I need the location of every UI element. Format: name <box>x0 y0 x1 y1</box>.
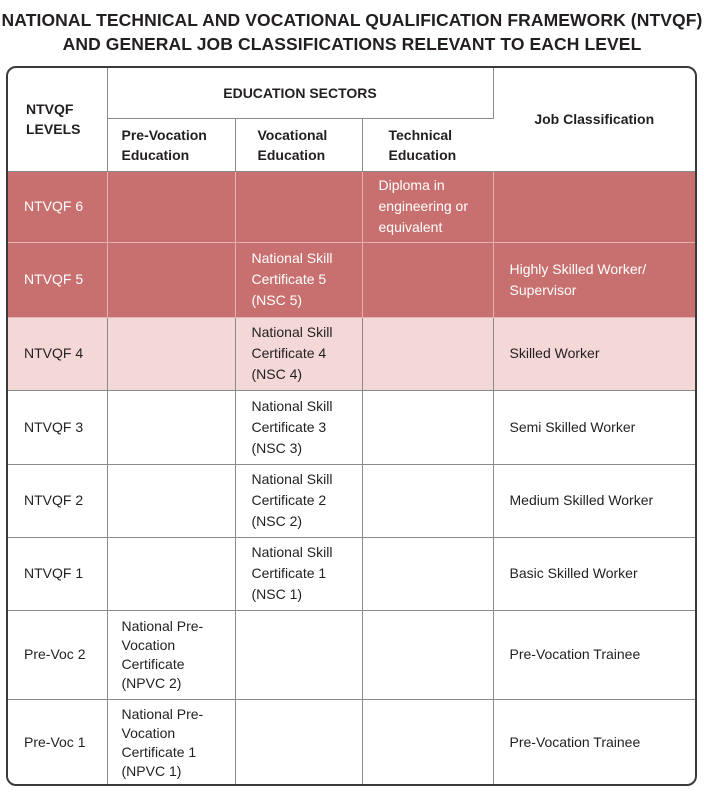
cell-level: NTVQF 3 <box>8 390 107 464</box>
cell-job: Pre-Vocation Trainee <box>493 610 695 699</box>
cell-vocational: National Skill Certificate 2 (NSC 2) <box>235 464 362 537</box>
cell-level: Pre-Voc 1 <box>8 699 107 786</box>
cell-vocational <box>235 699 362 786</box>
cell-prevoc <box>107 317 235 390</box>
title-line-1: NATIONAL TECHNICAL AND VOCATIONAL QUALIFICATION FRAMEWORK (NTVQF) <box>1 10 703 30</box>
cell-technical: Diploma in engineering or equivalent <box>362 171 493 242</box>
cell-technical <box>362 537 493 610</box>
cell-job <box>493 171 695 242</box>
cell-vocational: National Skill Certificate 1 (NSC 1) <box>235 537 362 610</box>
cell-technical <box>362 464 493 537</box>
cell-technical <box>362 317 493 390</box>
cell-prevoc <box>107 537 235 610</box>
header-pre-vocation-education: Pre-Vocation Education <box>107 118 235 171</box>
cell-vocational: National Skill Certificate 5 (NSC 5) <box>235 242 362 317</box>
table-row <box>8 390 695 464</box>
cell-level: Pre-Voc 2 <box>8 610 107 699</box>
cell-job: Semi Skilled Worker <box>493 390 695 464</box>
cell-technical <box>362 699 493 786</box>
cell-technical <box>362 610 493 699</box>
table-row <box>8 171 695 242</box>
cell-job: Skilled Worker <box>493 317 695 390</box>
cell-technical <box>362 242 493 317</box>
cell-level: NTVQF 4 <box>8 317 107 390</box>
table-row <box>8 242 695 317</box>
cell-level: NTVQF 2 <box>8 464 107 537</box>
cell-level: NTVQF 5 <box>8 242 107 317</box>
cell-vocational <box>235 171 362 242</box>
cell-technical <box>362 390 493 464</box>
cell-prevoc: National Pre-Vocation Certificate 1 (NPVC 1) <box>107 699 235 786</box>
cell-prevoc <box>107 171 235 242</box>
cell-prevoc <box>107 390 235 464</box>
cell-vocational <box>235 610 362 699</box>
table-row <box>8 317 695 390</box>
document-title <box>0 8 704 56</box>
table-row <box>8 610 695 699</box>
cell-vocational: National Skill Certificate 4 (NSC 4) <box>235 317 362 390</box>
header-education-sectors: EDUCATION SECTORS <box>107 68 493 118</box>
cell-job: Highly Skilled Worker/ Supervisor <box>493 242 695 317</box>
cell-vocational: National Skill Certificate 3 (NSC 3) <box>235 390 362 464</box>
cell-job: Pre-Vocation Trainee <box>509 734 641 751</box>
qualification-table-frame <box>6 66 697 786</box>
title-line-2: AND GENERAL JOB CLASSIFICATIONS RELEVANT TO EACH LEVEL <box>62 34 642 54</box>
cell-prevoc <box>107 464 235 537</box>
cell-job: Basic Skilled Worker <box>493 537 695 610</box>
header-technical-education: Technical Education <box>362 118 493 171</box>
cell-job: Medium Skilled Worker <box>493 464 695 537</box>
table-row <box>8 537 695 610</box>
header-job-classification: Job Classification <box>493 68 695 171</box>
table-row <box>8 699 695 786</box>
cell-level: NTVQF 1 <box>8 537 107 610</box>
cell-prevoc <box>107 242 235 317</box>
header-vocational-education: Vocational Education <box>235 118 362 171</box>
table-row <box>8 464 695 537</box>
qualification-table <box>8 68 695 786</box>
header-ntvqf-levels: NTVQF LEVELS <box>8 68 107 171</box>
cell-prevoc: National Pre-Vocation Certificate (NPVC 2) <box>107 610 235 699</box>
cell-level: NTVQF 6 <box>8 171 107 242</box>
